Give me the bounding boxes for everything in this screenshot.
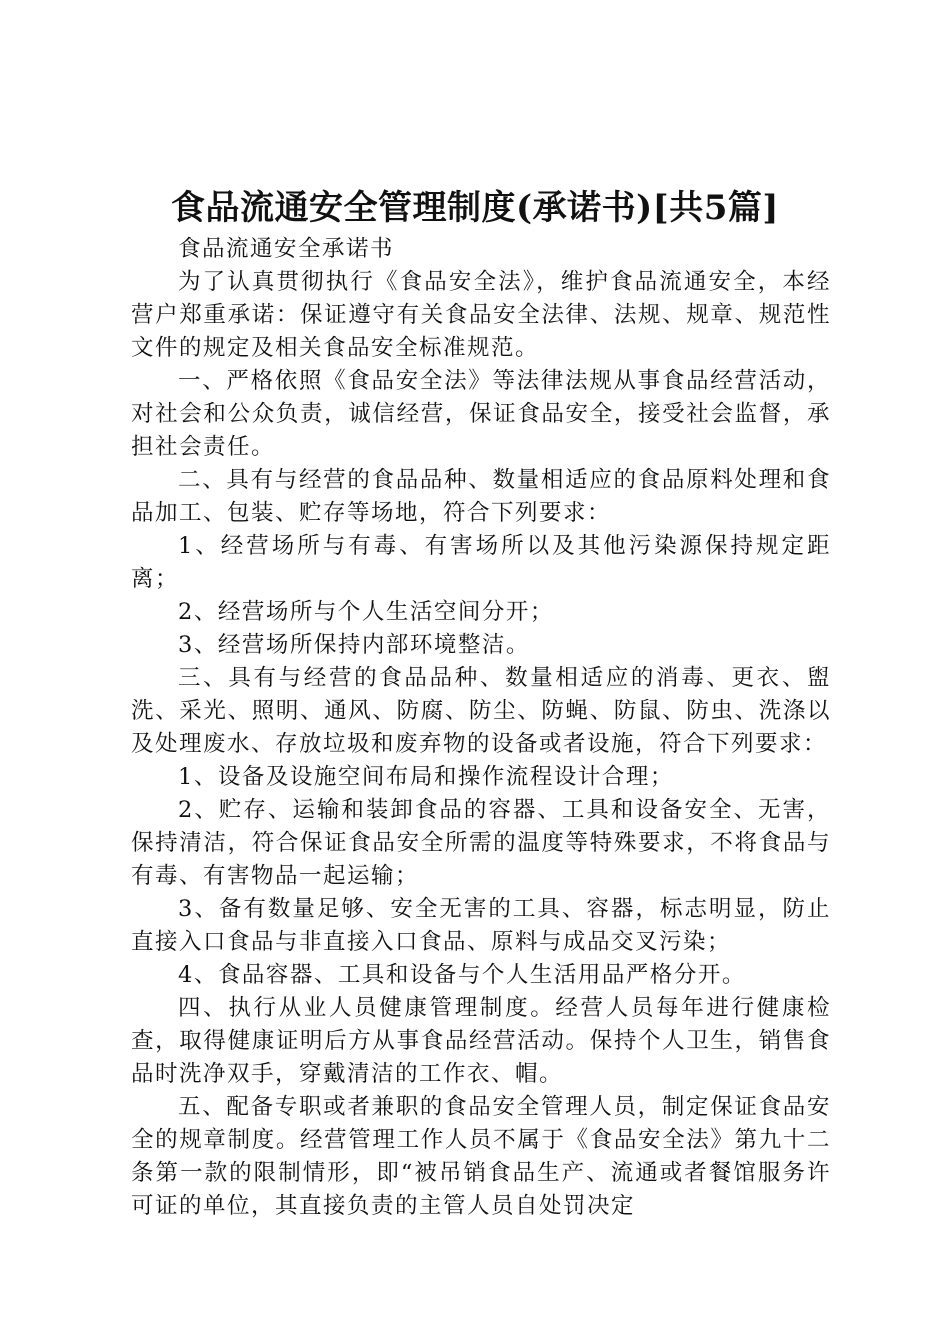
paragraph-item: 1、经营场所与有毒、有害场所以及其他污染源保持规定距离； [131,533,831,592]
paragraph-item: 2、贮存、运输和装卸食品的容器、工具和设备安全、无害，保持清洁，符合保证食品安全所需的温度等特殊要求，不将食品与有毒、有害物品一起运输； [131,797,831,889]
document-body [131,233,831,1223]
paragraph-item: 1、设备及设施空间布局和操作流程设计合理； [178,764,674,790]
paragraph-item: 3、经营场所保持内部环境整洁。 [178,632,530,658]
paragraph-section-5: 五、配备专职或者兼职的食品安全管理人员，制定保证食品安全的规章制度。经营管理工作人员不属于《食品安全法》第九十二条第一款的限制情形，即“被吊销食品生产、流通或者餐馆服务许可证的单位，其直接负责的主管人员自处罚决定 [131,1094,831,1219]
paragraph-section-1: 一、严格依照《食品安全法》等法律法规从事食品经营活动，对社会和公众负责，诚信经营，保证食品安全，接受社会监督，承担社会责任。 [131,368,831,460]
document-title: 食品流通安全管理制度(承诺书)[共5篇] [170,188,779,228]
paragraph-item: 2、经营场所与个人生活空间分开； [178,599,554,625]
paragraph-section-4: 四、执行从业人员健康管理制度。经营人员每年进行健康检查，取得健康证明后方从事食品经营活动。保持个人卫生，销售食品时洗净双手，穿戴清洁的工作衣、帽。 [131,995,831,1087]
paragraph-item: 3、备有数量足够、安全无害的工具、容器，标志明显，防止直接入口食品与非直接入口食品、原料与成品交叉污染； [131,896,831,955]
paragraph-item: 4、食品容器、工具和设备与个人生活用品严格分开。 [178,962,746,988]
paragraph-subtitle: 食品流通安全承诺书 [178,236,395,262]
paragraph-intro: 为了认真贯彻执行《食品安全法》，维护食品流通安全，本经营户郑重承诺：保证遵守有关食品安全法律、法规、规章、规范性文件的规定及相关食品安全标准规范。 [131,269,831,361]
paragraph-section-2: 二、具有与经营的食品品种、数量相适应的食品原料处理和食品加工、包装、贮存等场地，符合下列要求： [131,467,831,526]
paragraph-section-3: 三、具有与经营的食品品种、数量相适应的消毒、更衣、盥洗、采光、照明、通风、防腐、防尘、防蝇、防鼠、防虫、洗涤以及处理废水、存放垃圾和废弃物的设备或者设施，符合下列要求： [131,665,831,757]
